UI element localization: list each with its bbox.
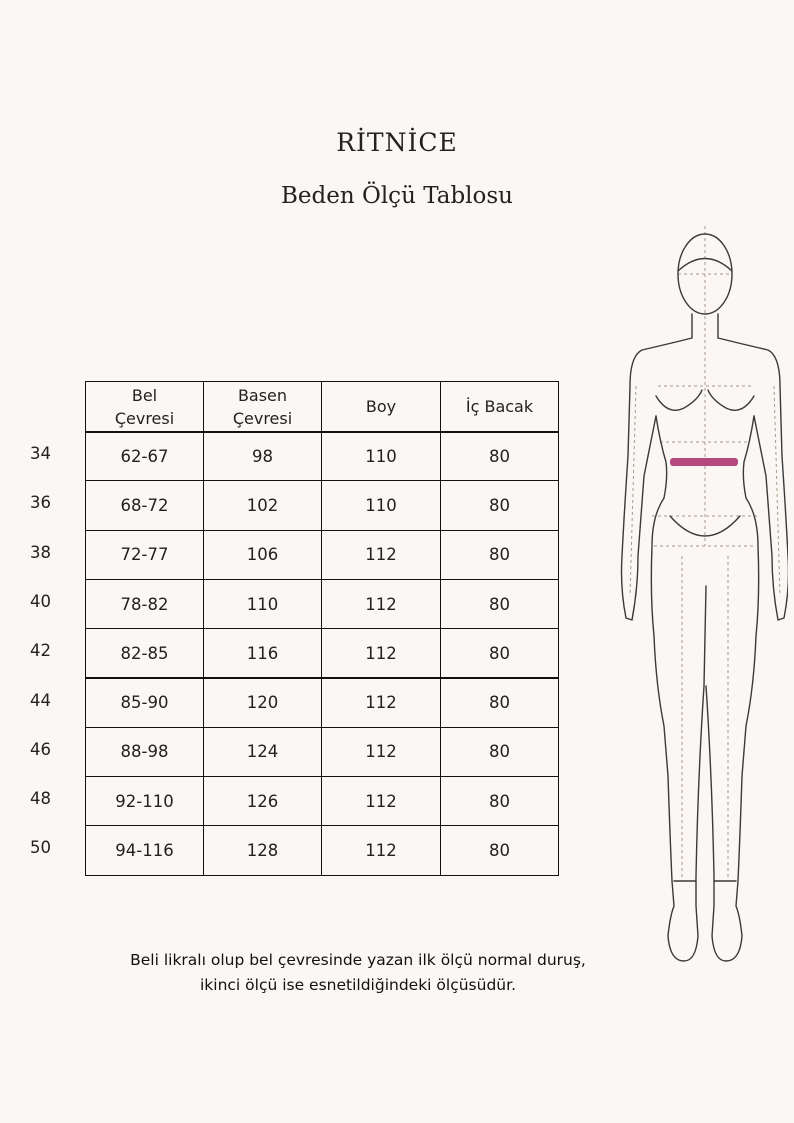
cell-waist: 72-77 (85, 530, 204, 580)
cell-waist: 94-116 (85, 825, 204, 875)
cell-hip: 98 (203, 431, 322, 481)
brand-name: RİTNİCE (336, 128, 458, 157)
cell-inseam: 80 (440, 678, 559, 728)
cell-length: 112 (321, 776, 441, 826)
size-label: 48 (30, 789, 51, 809)
cell-inseam: 80 (440, 776, 559, 826)
cell-inseam: 80 (440, 579, 559, 629)
cell-length: 110 (321, 431, 441, 481)
header-waist: Bel Çevresi (85, 381, 204, 433)
cell-inseam: 80 (440, 480, 559, 530)
cell-length: 112 (321, 628, 441, 678)
cell-waist: 92-110 (85, 776, 204, 826)
cell-hip: 116 (203, 628, 322, 678)
cell-hip: 126 (203, 776, 322, 826)
cell-hip: 120 (203, 678, 322, 728)
cell-hip: 106 (203, 530, 322, 580)
cell-inseam: 80 (440, 628, 559, 678)
cell-length: 112 (321, 579, 441, 629)
size-label: 42 (30, 641, 51, 661)
cell-length: 110 (321, 480, 441, 530)
header-length: Boy (321, 381, 441, 433)
page-title: Beden Ölçü Tablosu (281, 183, 513, 209)
waist-note-line-1: Beli likralı olup bel çevresinde yazan ilk ölçü normal duruş, (130, 951, 586, 969)
size-label: 38 (30, 542, 51, 562)
cell-inseam: 80 (440, 530, 559, 580)
cell-waist: 82-85 (85, 628, 204, 678)
cell-hip: 102 (203, 480, 322, 530)
size-label: 44 (30, 690, 51, 710)
cell-hip: 124 (203, 727, 322, 777)
cell-waist: 88-98 (85, 727, 204, 777)
waist-note-line-2: ikinci ölçü ise esnetildiğindeki ölçüsüdür. (199, 976, 516, 995)
cell-waist: 78-82 (85, 579, 204, 629)
cell-waist: 62-67 (85, 431, 204, 481)
cell-inseam: 80 (440, 727, 559, 777)
cell-length: 112 (321, 727, 441, 777)
header-hip: Basen Çevresi (203, 381, 322, 433)
cell-length: 112 (321, 825, 441, 875)
fashion-figure-illustration (608, 216, 788, 976)
cell-length: 112 (321, 530, 441, 580)
header-inseam: İç Bacak (440, 381, 559, 433)
size-label: 46 (30, 739, 51, 759)
size-label: 40 (30, 591, 51, 611)
cell-length: 112 (321, 678, 441, 728)
size-label: 34 (30, 444, 51, 463)
cell-inseam: 80 (440, 825, 559, 875)
size-label: 36 (30, 493, 51, 513)
cell-inseam: 80 (440, 431, 559, 481)
cell-hip: 128 (203, 825, 322, 875)
cell-hip: 110 (203, 579, 322, 629)
cell-waist: 68-72 (85, 480, 204, 530)
cell-waist: 85-90 (85, 678, 204, 728)
size-label: 50 (30, 838, 51, 858)
